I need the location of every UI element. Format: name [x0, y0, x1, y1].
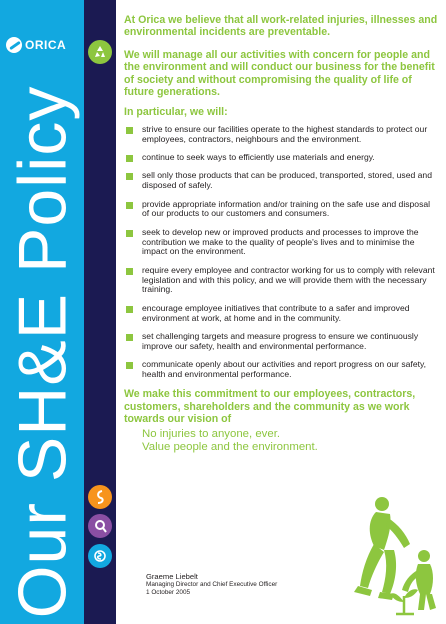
list-item — [124, 200, 438, 220]
signature-date: 1 October 2005 — [146, 588, 191, 596]
vision-line-1: No injuries to anyone, ever. — [142, 427, 281, 440]
leaf-icon — [88, 514, 112, 538]
navy-band — [84, 0, 116, 624]
signatory-name: Graeme Liebelt — [146, 572, 198, 581]
closing-commitment: We make this commitment to our employees, contractors, customers, shareholders and the community as we work towards our vision of — [124, 388, 416, 426]
bullet-icon — [126, 127, 133, 134]
orica-logo — [6, 34, 80, 56]
bullet-icon — [126, 306, 133, 313]
person-icon — [88, 485, 112, 509]
list-item-text: strive to ensure our facilities operate to the highest standards to protect our employees, contractors, neighbours and the environment. — [142, 123, 428, 144]
list-item — [124, 153, 438, 163]
list-item — [124, 266, 438, 295]
list-item — [124, 332, 438, 352]
bullet-icon — [126, 155, 133, 162]
list-item — [124, 125, 438, 145]
signature-block — [146, 572, 277, 596]
particular-heading: In particular, we will: — [124, 106, 228, 119]
list-item — [124, 360, 438, 380]
recycle-icon — [88, 40, 112, 64]
bullet-icon — [126, 202, 133, 209]
list-item-text: encourage employee initiatives that contribute to a safer and improved environment at work, at home and in the community. — [142, 302, 410, 323]
list-item-text: provide appropriate information and/or training on the safe use and disposal of our products to our customers and consumers. — [142, 198, 431, 219]
logo-text: ORICA — [25, 38, 67, 52]
list-item-text: seek to develop new or improved products and processes to improve the contribution we make to the quality of people's lives and to minimise the impact on the environment. — [142, 226, 419, 257]
commitment-statement: We will manage all our activities with concern for people and the environment and will conduct our business for the benefit of society and without compromising the quality of life of future generations. — [124, 48, 435, 99]
list-item-text: communicate openly about our activities and report progress on our safety, health and environmental performance. — [142, 359, 427, 379]
list-item — [124, 304, 438, 324]
list-item-text: sell only those products that can be produced, transported, stored, used and disposed of safely. — [142, 170, 432, 191]
globe-icon — [88, 544, 112, 568]
bullet-icon — [126, 173, 133, 180]
gardening-figures-illustration — [338, 494, 442, 620]
vision-line-2: Value people and the environment. — [142, 440, 318, 453]
list-item-text: continue to seek ways to efficiently use materials and energy. — [142, 152, 375, 163]
bullet-icon — [126, 334, 133, 341]
vertical-title-container — [2, 85, 82, 619]
list-item — [124, 228, 438, 257]
bullet-icon — [126, 230, 133, 237]
bullet-icon — [126, 268, 133, 275]
orica-logo-mark-icon — [6, 37, 22, 53]
brand-column — [0, 0, 84, 624]
page-title: Our SH&E Policy — [4, 85, 81, 619]
vision-statement — [142, 428, 438, 454]
preventable-statement: At Orica we believe that all work-related injuries, illnesses and environmental incidents are preventable. — [124, 14, 438, 39]
list-item-text: require every employee and contractor working for us to comply with relevant legislation and with this policy, and we will provide them with the necessary training. — [142, 264, 435, 295]
list-item — [124, 171, 438, 191]
bullet-icon — [126, 362, 133, 369]
list-item-text: set challenging targets and measure progress to ensure we continuously improve our safety, health and environmental performance. — [142, 330, 419, 351]
commitment-list — [124, 125, 438, 380]
signatory-title: Managing Director and Chief Executive Officer — [146, 581, 278, 588]
